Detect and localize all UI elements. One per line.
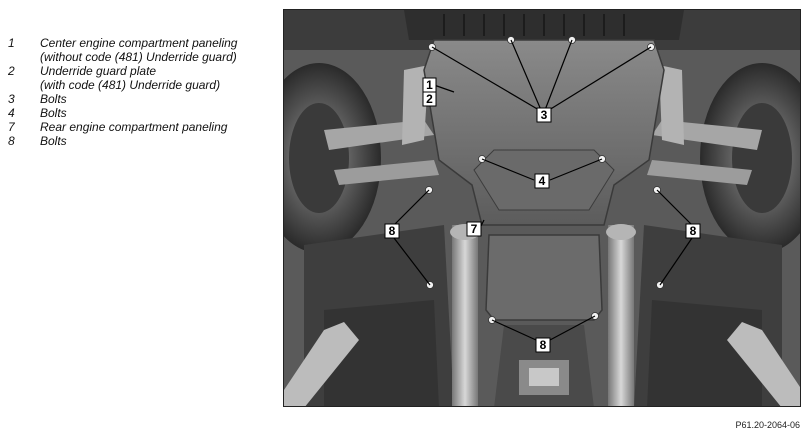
svg-text:8: 8: [388, 224, 396, 238]
legend-item: [8, 64, 278, 92]
figure-id: P61.20-2064-06: [735, 420, 800, 430]
svg-text:7: 7: [470, 222, 478, 236]
legend-text: Center engine compartment paneling (without code (481) Underride guard): [40, 36, 238, 64]
underbody-photo: [283, 9, 801, 407]
callout-3: [537, 108, 551, 122]
legend-text: Rear engine compartment paneling: [40, 120, 228, 134]
callout-8-right: [686, 224, 700, 238]
callout-8-bottom: [536, 338, 550, 352]
legend-number: 7: [8, 120, 15, 134]
svg-text:8: 8: [539, 338, 547, 352]
svg-text:2: 2: [426, 92, 433, 106]
legend: [8, 36, 278, 148]
legend-text: Underride guard plate (with code (481) Underride guard): [40, 64, 221, 92]
legend-item: [8, 120, 278, 134]
svg-text:3: 3: [540, 108, 548, 122]
callout-2: [423, 92, 436, 106]
legend-number: 3: [8, 92, 15, 106]
legend-number: 4: [8, 106, 15, 120]
svg-text:1: 1: [426, 78, 433, 92]
svg-text:8: 8: [689, 224, 697, 238]
underbody-illustration: [284, 10, 801, 407]
callout-8-left: [385, 224, 399, 238]
legend-text: Bolts: [40, 106, 67, 120]
legend-item: [8, 92, 278, 106]
callout-4: [535, 174, 549, 188]
legend-text: Bolts: [40, 92, 67, 106]
callout-7: [467, 222, 481, 236]
legend-item: [8, 134, 278, 148]
legend-number: 1: [8, 36, 15, 50]
callout-1: [423, 78, 436, 92]
legend-text: Bolts: [40, 134, 67, 148]
legend-item: [8, 106, 278, 120]
svg-text:4: 4: [538, 174, 546, 188]
legend-item: [8, 36, 278, 64]
legend-number: 8: [8, 134, 15, 148]
legend-number: 2: [8, 64, 15, 78]
